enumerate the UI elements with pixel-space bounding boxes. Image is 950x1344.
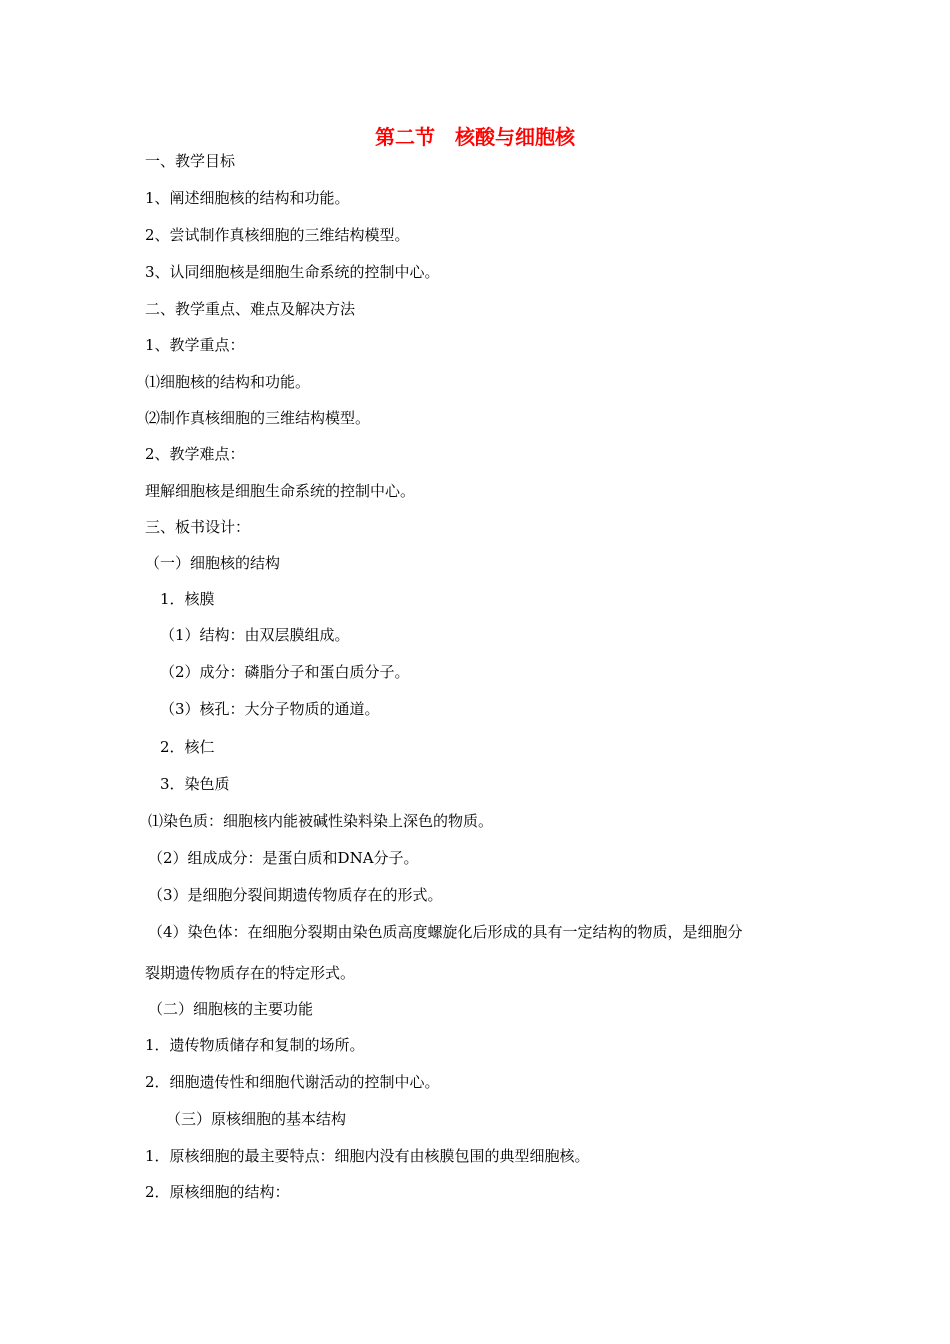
paragraph-line: 3．染色质 xyxy=(160,775,230,793)
paragraph-line: ⑴染色质：细胞核内能被碱性染料染上深色的物质。 xyxy=(148,812,494,830)
paragraph-line: 1．核膜 xyxy=(160,590,215,608)
section-heading: 二、教学重点、难点及解决方法 xyxy=(145,300,356,318)
paragraph-line: （3）是细胞分裂间期遗传物质存在的形式。 xyxy=(148,886,443,904)
subsection-heading: （二）细胞核的主要功能 xyxy=(148,1000,314,1018)
subsection-heading: （三）原核细胞的基本结构 xyxy=(166,1110,347,1128)
paragraph-line: 1．原核细胞的最主要特点：细胞内没有由核膜包围的典型细胞核。 xyxy=(145,1147,590,1165)
paragraph-line: （2）组成成分：是蛋白质和DNA分子。 xyxy=(148,849,419,867)
document-title: 第二节 核酸与细胞核 xyxy=(375,125,575,149)
paragraph-line: 裂期遗传物质存在的特定形式。 xyxy=(145,964,356,982)
paragraph-line: 1．遗传物质储存和复制的场所。 xyxy=(145,1036,365,1054)
paragraph-line: ⑴细胞核的结构和功能。 xyxy=(145,373,311,391)
paragraph-line: （2）成分：磷脂分子和蛋白质分子。 xyxy=(160,663,410,681)
subsection-heading: （一）细胞核的结构 xyxy=(145,554,281,572)
paragraph-line: 1、阐述细胞核的结构和功能。 xyxy=(145,189,350,207)
paragraph-line: 3、认同细胞核是细胞生命系统的控制中心。 xyxy=(145,263,440,281)
paragraph-line: 2、教学难点： xyxy=(145,445,245,463)
paragraph-line: 2．核仁 xyxy=(160,738,215,756)
paragraph-line: 1、教学重点： xyxy=(145,336,245,354)
paragraph-line: ⑵制作真核细胞的三维结构模型。 xyxy=(145,409,371,427)
section-heading: 一、教学目标 xyxy=(145,152,236,170)
paragraph-line: 2．细胞遗传性和细胞代谢活动的控制中心。 xyxy=(145,1073,440,1091)
paragraph-line: 2、尝试制作真核细胞的三维结构模型。 xyxy=(145,226,410,244)
section-heading: 三、板书设计： xyxy=(145,518,251,536)
paragraph-line: 理解细胞核是细胞生命系统的控制中心。 xyxy=(145,482,416,500)
paragraph-line: （1）结构：由双层膜组成。 xyxy=(160,626,350,644)
paragraph-line: （3）核孔：大分子物质的通道。 xyxy=(160,700,380,718)
paragraph-line: （4）染色体：在细胞分裂期由染色质高度螺旋化后形成的具有一定结构的物质，是细胞分 xyxy=(148,923,743,941)
paragraph-line: 2．原核细胞的结构： xyxy=(145,1183,290,1201)
